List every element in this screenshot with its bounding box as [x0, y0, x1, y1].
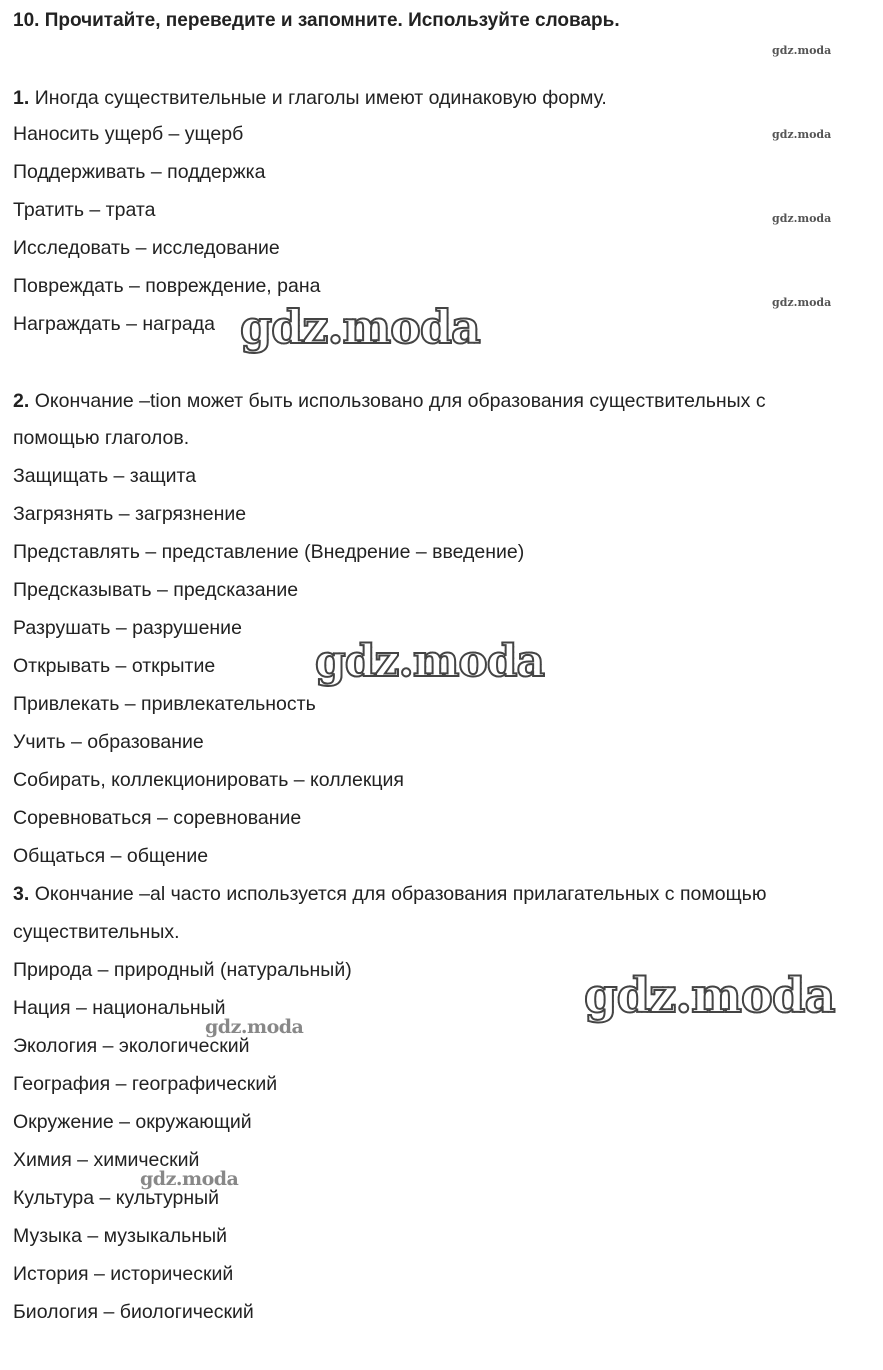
- exercise-instruction: Прочитайте, переведите и запомните. Используйте словарь.: [44, 10, 620, 31]
- watermark: gdz.moda: [772, 296, 832, 309]
- list-item: Предсказывать – предсказание: [13, 579, 299, 601]
- list-item: Культура – культурный: [13, 1187, 220, 1209]
- list-item: Поддерживать – поддержка: [13, 161, 266, 183]
- list-item: Общаться – общение: [13, 845, 209, 867]
- list-item: Наносить ущерб – ущерб: [13, 123, 244, 145]
- section-3-heading-cont: существительных.: [13, 921, 180, 943]
- watermark: gdz.moda: [205, 1016, 304, 1038]
- list-item: Биология – биологический: [13, 1301, 254, 1323]
- watermark: gdz.moda: [772, 128, 832, 141]
- section-3-heading: [13, 882, 766, 906]
- exercise-number: 10.: [13, 10, 40, 31]
- list-item: Экология – экологический: [13, 1035, 250, 1057]
- exercise-title: [13, 9, 620, 33]
- section-2-heading: [13, 389, 766, 413]
- section-heading-text: Окончание –al часто используется для образования прилагательных с помощью: [34, 883, 767, 905]
- watermark: gdz.moda: [240, 300, 480, 354]
- watermark: gdz.moda: [584, 968, 835, 1024]
- list-item: История – исторический: [13, 1263, 234, 1285]
- list-item: Разрушать – разрушение: [13, 617, 242, 639]
- list-item: Собирать, коллекционировать – коллекция: [13, 769, 404, 791]
- list-item: Окружение – окружающий: [13, 1111, 252, 1133]
- watermark: gdz.moda: [140, 1168, 239, 1190]
- list-item: Соревноваться – соревнование: [13, 807, 302, 829]
- list-item: Загрязнять – загрязнение: [13, 503, 247, 525]
- list-item: Привлекать – привлекательность: [13, 693, 316, 715]
- list-item: Защищать – защита: [13, 465, 197, 487]
- section-number: 1.: [13, 87, 30, 109]
- watermark: gdz.moda: [315, 636, 545, 687]
- list-item: Тратить – трата: [13, 199, 156, 221]
- section-heading-text: Окончание –tion может быть использовано для образования существительных с: [34, 390, 766, 412]
- list-item: Химия – химический: [13, 1149, 200, 1171]
- section-1-heading: [13, 86, 607, 110]
- list-item: География – географический: [13, 1073, 278, 1095]
- list-item: Открывать – открытие: [13, 655, 216, 677]
- list-item: Повреждать – повреждение, рана: [13, 275, 321, 297]
- list-item: Исследовать – исследование: [13, 237, 280, 259]
- list-item: Природа – природный (натуральный): [13, 959, 352, 981]
- list-item: Учить – образование: [13, 731, 204, 753]
- section-2-heading-cont: помощью глаголов.: [13, 427, 190, 449]
- list-item: Награждать – награда: [13, 313, 215, 335]
- watermark: gdz.moda: [772, 212, 832, 225]
- section-number: 3.: [13, 883, 30, 905]
- watermark: gdz.moda: [772, 44, 832, 57]
- list-item: Представлять – представление (Внедрение – введение): [13, 541, 525, 563]
- section-heading-text: Иногда существительные и глаголы имеют одинаковую форму.: [34, 87, 607, 109]
- list-item: Музыка – музыкальный: [13, 1225, 228, 1247]
- list-item: Нация – национальный: [13, 997, 226, 1019]
- section-number: 2.: [13, 390, 30, 412]
